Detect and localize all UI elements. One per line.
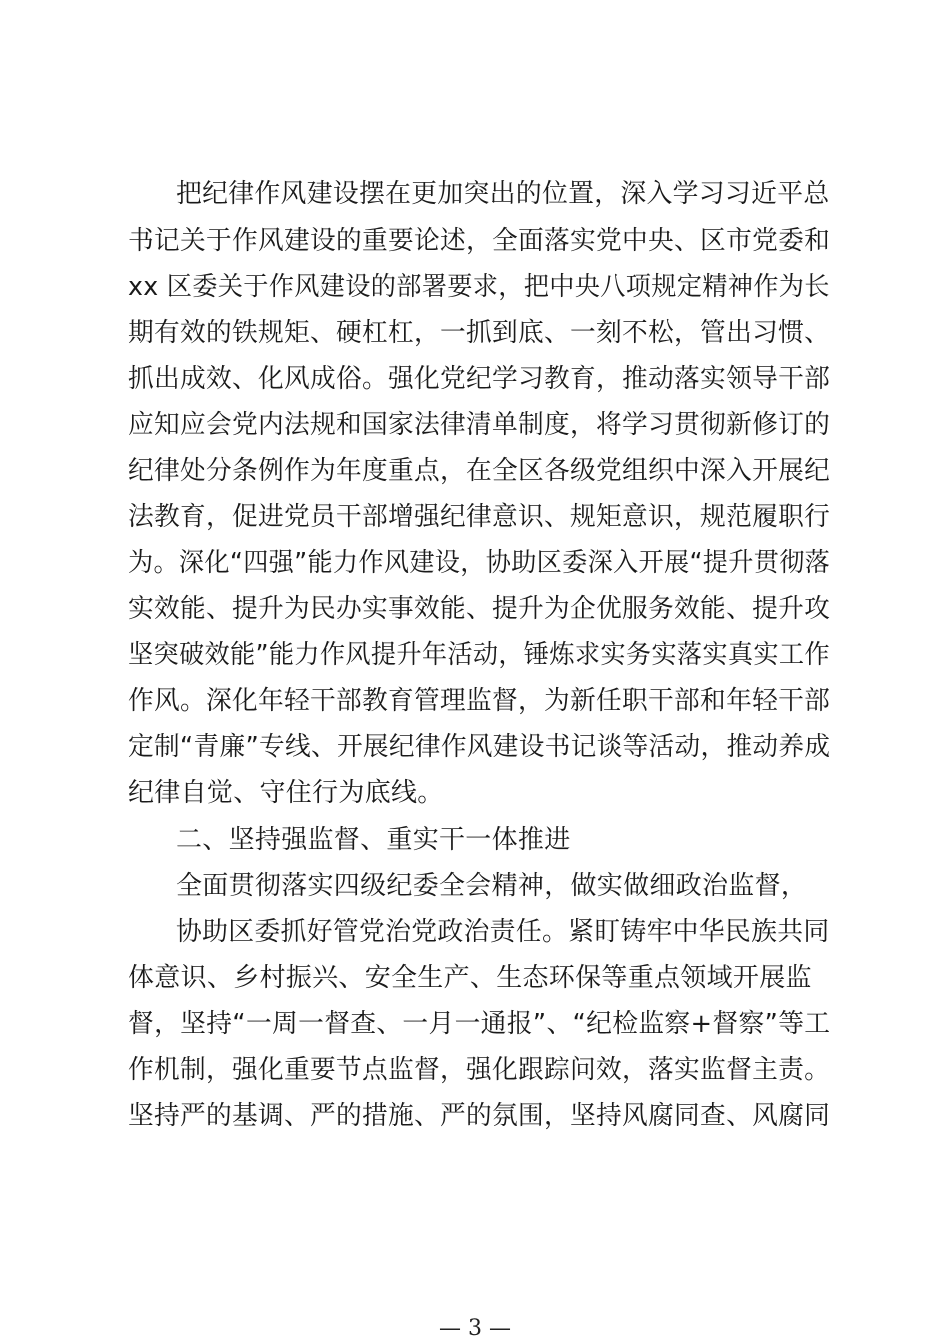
paragraph-line: 全面贯彻落实四级纪委全会精神，做实做细政治监督， — [176, 871, 808, 901]
paragraph-line: 作风。深化年轻干部教育管理监督，为新任职干部和年轻干部 — [128, 686, 831, 716]
paragraph-line: xx 区委关于作风建设的部署要求，把中央八项规定精神作为长 — [128, 272, 830, 302]
paragraph-line: 定制“青廉”专线、开展纪律作风建设书记谈等活动，推动养成 — [128, 732, 831, 762]
paragraph-line: 督，坚持“一周一督查、一月一通报”、“纪检监察+督察”等工 — [128, 1009, 831, 1039]
paragraph-line: 纪律自觉、守住行为底线。 — [128, 778, 444, 808]
paragraph-line: 实效能、提升为民办实事效能、提升为企优服务效能、提升攻 — [128, 594, 831, 624]
paragraph-line: 作机制，强化重要节点监督，强化跟踪问效，落实监督主责。 — [128, 1055, 831, 1085]
paragraph-line: 把纪律作风建设摆在更加突出的位置，深入学习习近平总 — [176, 179, 830, 209]
paragraph-line: 期有效的铁规矩、硬杠杠，一抓到底、一刻不松，管出习惯、 — [128, 318, 831, 348]
paragraph-line: 抓出成效、化风成俗。强化党纪学习教育，推动落实领导干部 — [128, 364, 831, 394]
paragraph-line: 为。深化“四强”能力作风建设，协助区委深入开展“提升贯彻落 — [128, 548, 831, 578]
paragraph-line: 协助区委抓好管党治党政治责任。紧盯铸牢中华民族共同 — [176, 917, 830, 947]
paragraph-line: 法教育，促进党员干部增强纪律意识、规矩意识，规范履职行 — [128, 502, 831, 532]
page-number: — 3 — — [439, 1316, 511, 1341]
paragraph-line: 坚突破效能”能力作风提升年活动，锤炼求实务实落实真实工作 — [128, 640, 830, 670]
paragraph-line: 坚持严的基调、严的措施、严的氛围，坚持风腐同查、风腐同 — [128, 1101, 831, 1131]
paragraph-line: 应知应会党内法规和国家法律清单制度，将学习贯彻新修订的 — [128, 410, 831, 440]
paragraph-line: 体意识、乡村振兴、安全生产、生态环保等重点领域开展监 — [128, 963, 812, 993]
paragraph-line: 书记关于作风建设的重要论述，全面落实党中央、区市党委和 — [128, 226, 831, 256]
section-heading: 二、坚持强监督、重实干一体推进 — [176, 825, 571, 855]
paragraph-line: 纪律处分条例作为年度重点，在全区各级党组织中深入开展纪 — [128, 456, 831, 486]
